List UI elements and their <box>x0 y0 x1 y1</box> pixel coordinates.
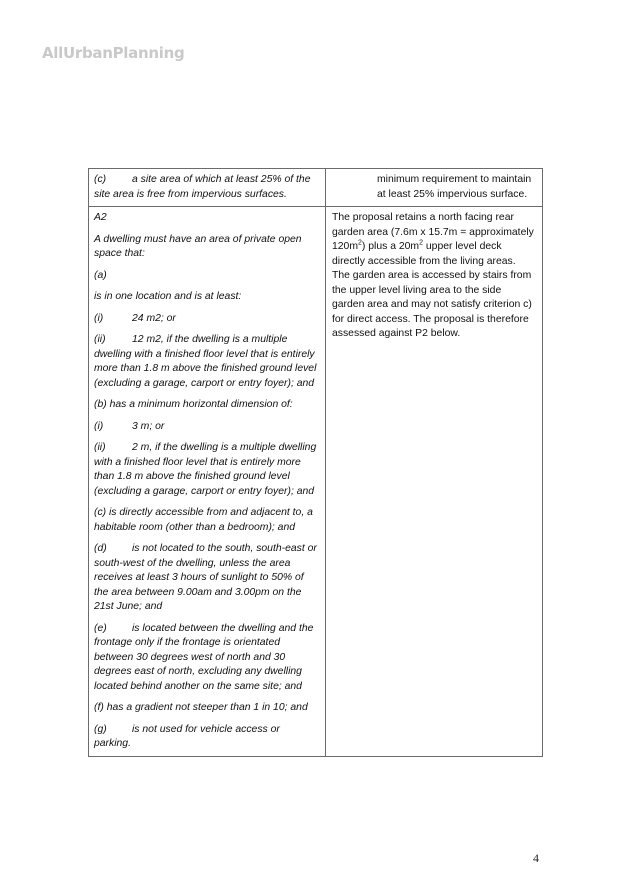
assessment-text: minimum requirement to maintain at least 25% impervious surface. <box>377 174 532 200</box>
standard-cell <box>89 169 326 207</box>
table-row <box>89 169 543 207</box>
clause-e: (e) is located between the dwelling and the frontage only if the frontage is orientated between 30 degrees west of north and 30 degrees east of north, excluding any dwelling located behind another on the same site; and <box>94 622 314 692</box>
clause-d: (d) is not located to the south, south-east or south-west of the dwelling, unless the area receives at least 3 hours of sunlight to 50% of the area between 9.00am and 3.00pm on the 21st June; and <box>94 543 317 612</box>
clause-b-i: (i) 3 m; or <box>94 420 165 432</box>
clause-b-ii: (ii) 2 m, if the dwelling is a multiple dwelling with a finished floor level that is entirely more than 1.8 m above the finished ground level (excluding a garage, carport or entry foyer); and <box>94 442 317 497</box>
allurbanplanning-watermark: AllUrbanPlanning <box>42 44 185 62</box>
assessment-cell <box>326 169 543 207</box>
table-row <box>89 207 543 757</box>
clause-a-text: is in one location and is at least: <box>94 291 242 302</box>
clause-a-i: (i) 24 m2; or <box>94 312 176 324</box>
standards-assessment-table <box>88 168 543 757</box>
clause-g: (g) is not used for vehicle access or parking. <box>94 723 280 749</box>
clause-c: (c) is directly accessible from and adjacent to, a habitable room (other than a bedroom); and <box>94 507 313 533</box>
assessment-cell <box>326 207 543 757</box>
standard-cell <box>89 207 326 757</box>
assessment-text: The proposal retains a north facing rear garden area (7.6m x 15.7m = approximately $120m^2$) plus a $20m^2$ upper level deck directly accessible from the living areas. The garden area is accessed by stairs from the upper level living area to the side garden area and may not satisfy criterion c) for direct access. The proposal is therefore assessed against P2 below. <box>332 212 534 339</box>
clause-f: (f) has a gradient not steeper than 1 in 10; and <box>94 702 308 713</box>
clause-a-label: (a) <box>94 269 107 281</box>
clause-heading: A2 <box>94 212 107 223</box>
clause-b: (b) has a minimum horizontal dimension of: <box>94 399 293 410</box>
clause-c: (c) a site area of which at least 25% of the site area is free from impervious surfaces. <box>94 174 311 200</box>
clause-a-ii: (ii) 12 m2, if the dwelling is a multiple dwelling with a finished floor level that is entirely more than 1.8 m above the finished ground level (excluding a garage, carport or entry foyer); and <box>94 334 317 389</box>
clause-intro: A dwelling must have an area of private open space that: <box>94 233 302 259</box>
page-number: 4 <box>533 851 539 865</box>
